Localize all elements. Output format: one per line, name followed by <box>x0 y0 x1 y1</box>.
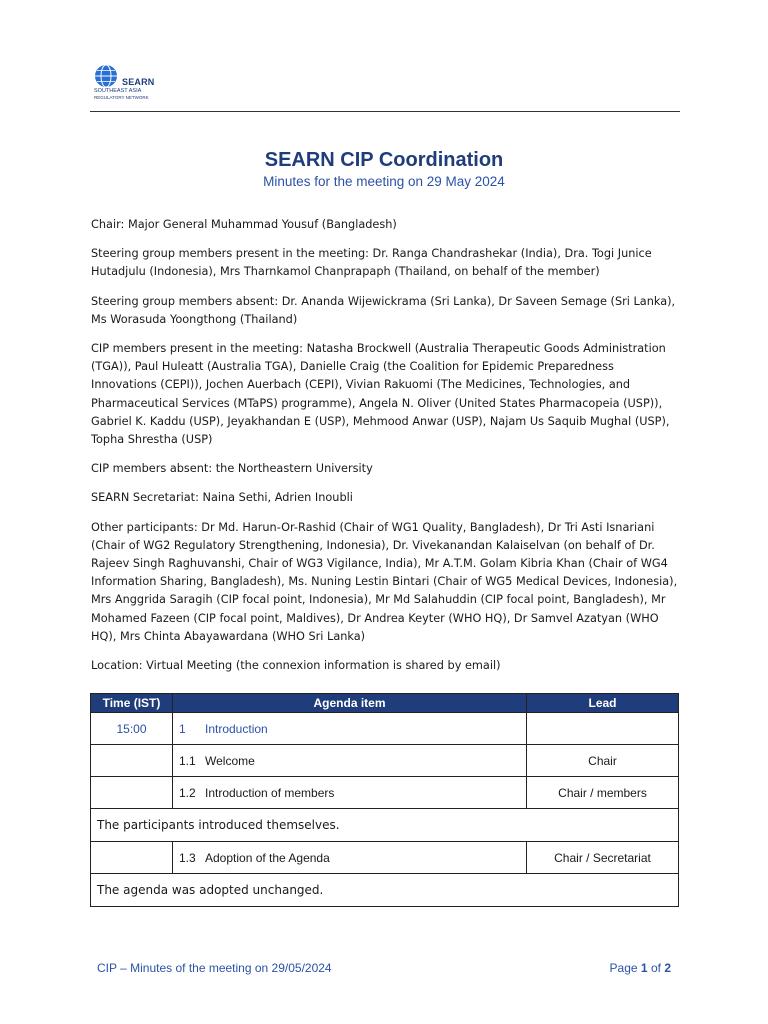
time-cell <box>91 777 173 809</box>
time-cell: 15:00 <box>91 713 173 745</box>
secretariat-paragraph: SEARN Secretariat: Naina Sethi, Adrien Inoubli <box>91 491 353 505</box>
steering-present-paragraph: Steering group members present in the meeting: Dr. Ranga Chandrashekar (India), Dra. Togi Junice Hutadjulu (Indonesia), Mrs Tharnkamol Chanprapaph (Thailand, on behalf of the member) <box>91 247 652 279</box>
cip-absent-paragraph: CIP members absent: the Northeastern University <box>91 462 373 476</box>
lead-column-header: Lead <box>527 694 679 713</box>
minutes-body <box>91 216 681 686</box>
agenda-item-cell <box>173 842 527 874</box>
agenda-item-cell <box>173 777 527 809</box>
table-row <box>91 745 679 777</box>
agenda-table <box>90 693 679 907</box>
page-current: 1 <box>640 961 648 975</box>
item-number: 1.1 <box>179 753 196 768</box>
table-row <box>91 842 679 874</box>
table-row <box>91 713 679 745</box>
time-column-header: Time (IST) <box>91 694 173 713</box>
document-title: SEARN CIP Coordination <box>264 149 504 171</box>
item-number: 1 <box>179 721 186 736</box>
location-paragraph: Location: Virtual Meeting (the connexion information is shared by email) <box>91 659 501 673</box>
agenda-item-cell <box>173 713 527 745</box>
time-cell <box>91 745 173 777</box>
logo-tagline-2: REGULATORY NETWORK <box>94 95 149 100</box>
page-number <box>610 961 671 975</box>
item-title: Introduction <box>205 721 268 736</box>
lead-cell: Chair / Secretariat <box>527 842 679 874</box>
logo-name: SEARN <box>122 77 155 87</box>
table-row <box>91 874 679 907</box>
document-subtitle: Minutes for the meeting on 29 May 2024 <box>263 174 505 189</box>
time-cell <box>91 842 173 874</box>
agenda-item-cell <box>173 745 527 777</box>
page-total: 2 <box>664 961 671 975</box>
lead-cell: Chair / members <box>527 777 679 809</box>
item-title: Welcome <box>205 753 255 768</box>
page-of: of <box>650 961 661 975</box>
logo-tagline: SOUTHEAST ASIA <box>94 88 142 94</box>
agenda-note: The participants introduced themselves. <box>91 809 679 842</box>
item-title: Adoption of the Agenda <box>205 850 330 865</box>
item-column-header: Agenda item <box>173 694 527 713</box>
agenda-header-row <box>91 694 679 713</box>
item-number: 1.2 <box>179 785 196 800</box>
steering-absent-paragraph: Steering group members absent: Dr. Ananda Wijewickrama (Sri Lanka), Dr Saveen Semage (Sri Lanka), Ms Worasuda Yoongthong (Thailand) <box>91 294 676 326</box>
footer-title: CIP – Minutes of the meeting on 29/05/2024 <box>97 961 332 975</box>
chair-paragraph: Chair: Major General Muhammad Yousuf (Bangladesh) <box>91 218 397 231</box>
lead-cell: Chair <box>527 745 679 777</box>
lead-cell <box>527 713 679 745</box>
table-row <box>91 777 679 809</box>
table-row <box>91 809 679 842</box>
other-participants-paragraph: Other participants: Dr Md. Harun-Or-Rashid (Chair of WG1 Quality, Bangladesh), Dr Tri Asti Isnariani (Chair of WG2 Regulatory Strengthening, Indonesia), Dr. Vivekanandan Kalaiselvan (on behalf of Dr. Rajeev Singh Raghuvanshi, Chair of WG3 Vigilance, India), Mr A.T.M. Golam Kibria Khan (Chair of WG4 Information Sharing, Bangladesh), Ms. Nuning Lestin Bintari (Chair of WG5 Medical Devices, Indonesia), Mrs Anggrida Saragih (CIP focal point, Indonesia), Mr Md Salahuddin (CIP focal point, Bangladesh), Mr Mohamed Fazeen (CIP focal point, Maldives), Dr Andrea Keyter (WHO HQ), Dr Samvel Azatyan (WHO HQ), Mrs Chinta Abayawardana (WHO Sri Lanka) <box>91 520 678 643</box>
agenda-note: The agenda was adopted unchanged. <box>91 874 679 907</box>
page-label: Page <box>609 961 638 975</box>
cip-present-paragraph: CIP members present in the meeting: Natasha Brockwell (Australia Therapeutic Goods Administration (TGA)), Paul Huleatt (Australia TGA), Danielle Craig (the Coalition for Epidemic Preparedness Innovations (CEPI)), Jochen Auerbach (CEPI), Vivian Rakuomi (The Medicines, Technologies, and Pharmaceutical Services (MTaPS) programme), Angela N. Oliver (United States Pharmacopeia (USP)), Gabriel K. Kaddu (USP), Jeyakhandan E (USP), Mehmood Anwar (USP), Najam Us Saquib Mughal (USP), Topha Shrestha (USP) <box>91 342 670 447</box>
globe-icon <box>94 64 120 88</box>
item-title: Introduction of members <box>205 785 335 800</box>
item-number: 1.3 <box>179 850 196 865</box>
header-divider <box>90 111 680 112</box>
searn-logo <box>94 64 164 108</box>
